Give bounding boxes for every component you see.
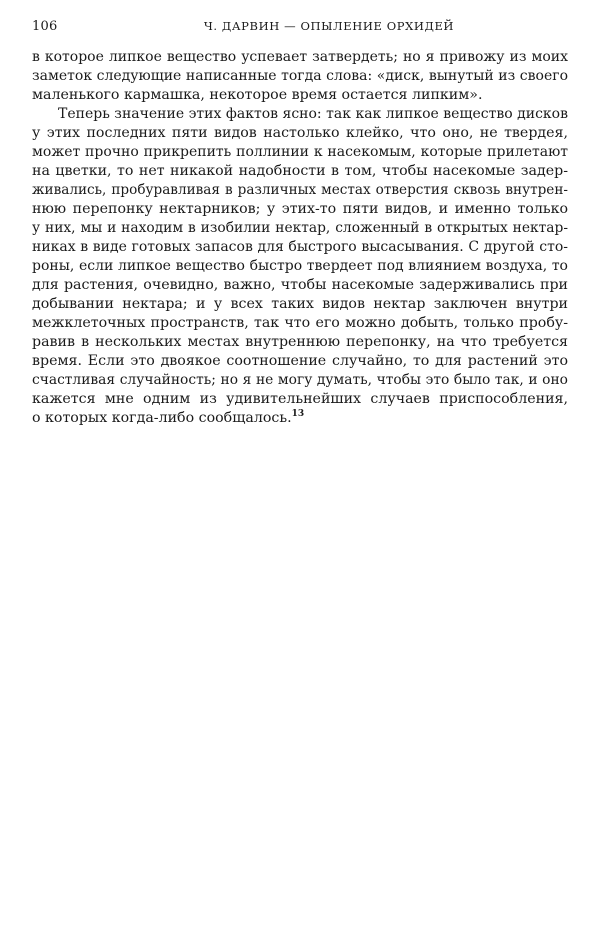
body-text <box>32 48 568 428</box>
text-line: маленького кармашка, некоторое время остается липким». <box>32 87 483 103</box>
text-line: для растения, очевидно, важно, чтобы насекомые задерживались при <box>32 277 568 293</box>
text-line: нюю перепонку нектарников; у этих-то пяти видов, и именно только <box>32 201 568 217</box>
footnote-reference[interactable]: 13 <box>291 409 305 419</box>
text-line-final <box>32 409 568 428</box>
text-line: у них, мы и находим в изобилии нектар, сложенный в открытых нектар- <box>32 220 568 236</box>
text-line: на цветки, то нет никакой надобности в том, чтобы насекомые задер- <box>32 163 568 179</box>
text-line: никах в виде готовых запасов для быстрого высасывания. С другой сто- <box>32 239 568 255</box>
text-line: Теперь значение этих фактов ясно: так как липкое вещество дисков <box>58 106 568 122</box>
page-number: 106 <box>32 19 58 34</box>
text-line: время. Если это двоякое соотношение случайно, то для растений это <box>32 353 568 369</box>
text-line: добывании нектара; и у всех таких видов нектар заключен внутри <box>32 296 568 312</box>
text-line-final-text: о которых когда-либо сообщалось. <box>32 410 292 426</box>
paragraph-2 <box>32 105 568 428</box>
text-line: равив в нескольких местах внутреннюю перепонку, на что требуется <box>32 334 568 350</box>
running-head <box>32 19 568 37</box>
text-line: живались, пробуравливая в различных местах отверстия сквозь внутрен- <box>32 182 568 198</box>
running-title: Ч. ДАРВИН — ОПЫЛЕНИЕ ОРХИДЕЙ <box>203 19 455 33</box>
text-line: у этих последних пяти видов настолько клейко, что оно, не твердея, <box>32 125 568 141</box>
text-line: заметок следующие написанные тогда слова: «диск, вынутый из своего <box>32 68 568 84</box>
text-line: межклеточных пространств, так что его можно добыть, только пробу- <box>32 315 568 331</box>
text-line: может прочно прикрепить поллинии к насекомым, которые прилетают <box>32 144 568 160</box>
paragraph-1 <box>32 48 568 105</box>
text-line: в которое липкое вещество успевает затвердеть; но я привожу из моих <box>32 49 568 65</box>
text-line: счастливая случайность; но я не могу думать, чтобы это было так, и оно <box>32 372 568 388</box>
text-line: кажется мне одним из удивительнейших случаев приспособления, <box>32 391 568 407</box>
text-line: роны, если липкое вещество быстро твердеет под влиянием воздуха, то <box>32 258 568 274</box>
